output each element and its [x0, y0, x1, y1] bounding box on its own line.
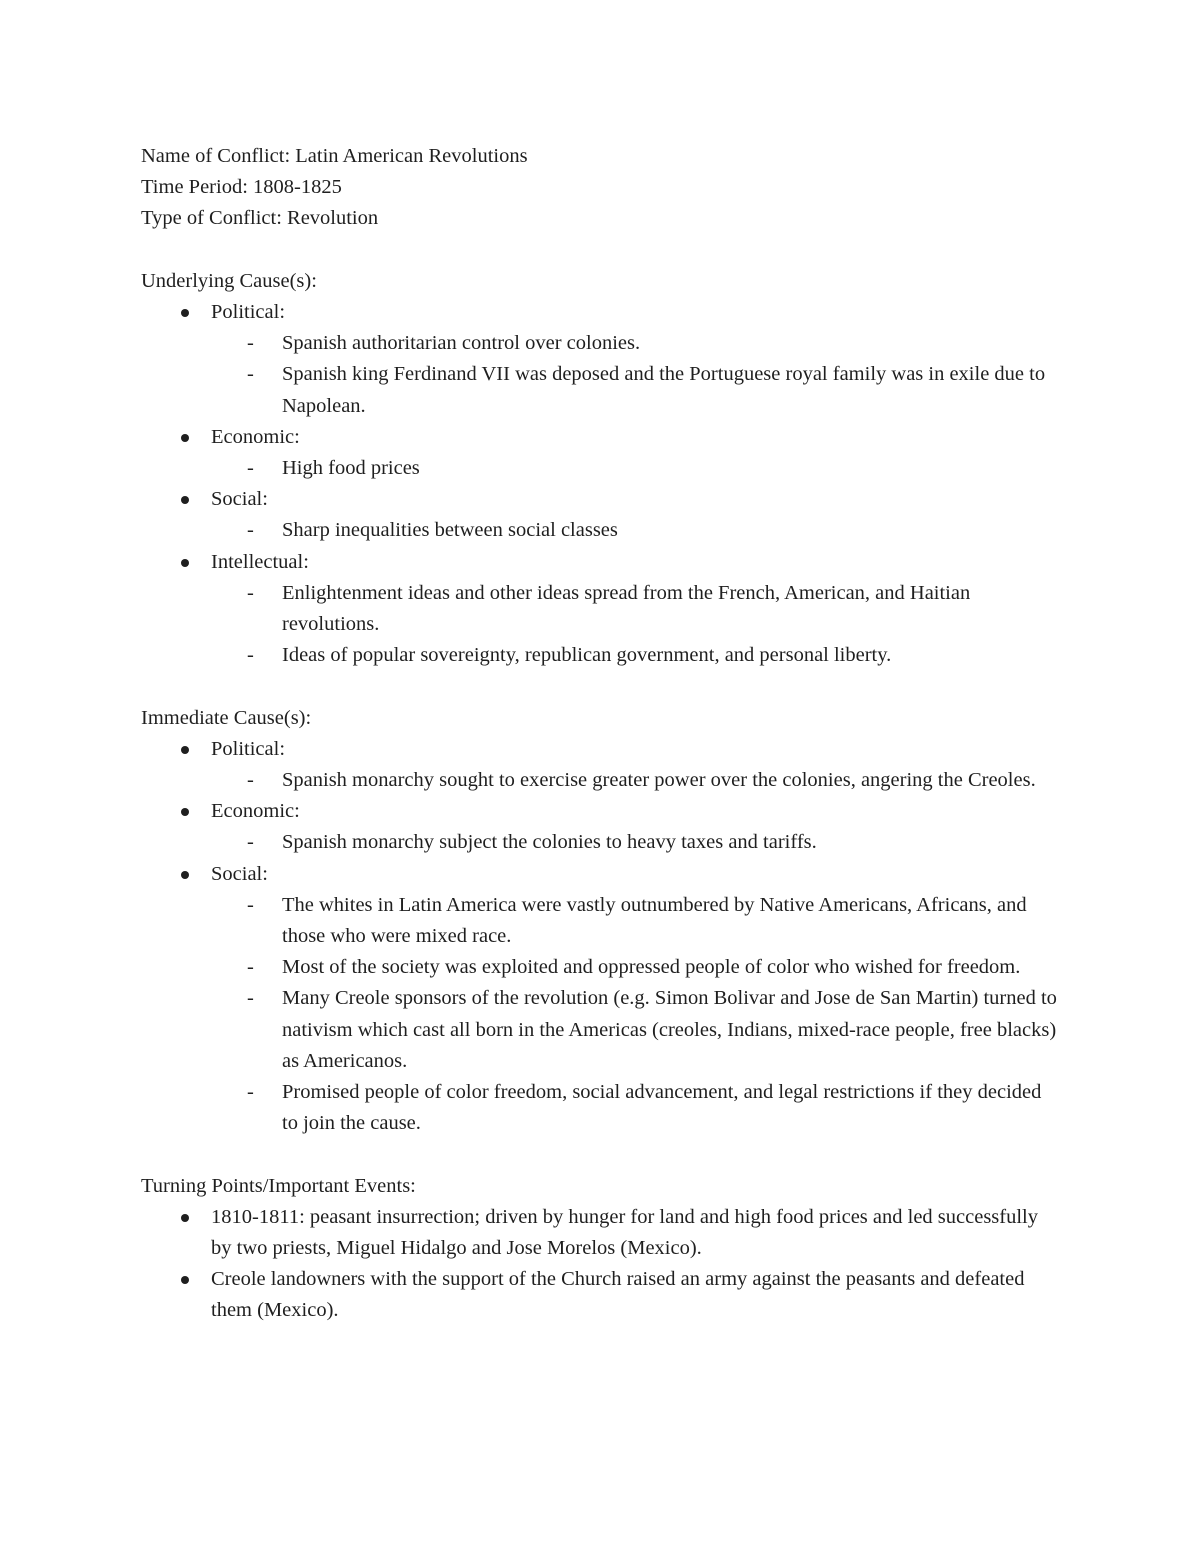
- dash-icon: -: [247, 1081, 254, 1104]
- dash-icon: -: [247, 769, 254, 792]
- category-label: Intellectual:: [211, 550, 309, 573]
- list-item-text: Promised people of color freedom, social advancement, and legal restrictions if they decided to join the cause.: [282, 1081, 1042, 1135]
- list-item-text: Most of the society was exploited and oppressed people of color who wished for freedom.: [282, 956, 1021, 979]
- detail-list: [211, 890, 1061, 1140]
- list-item-text: Sharp inequalities between social classes: [282, 519, 618, 542]
- section-heading: Underlying Cause(s):: [141, 269, 317, 292]
- list-item: [211, 359, 1061, 421]
- event-text: Creole landowners with the support of the Church raised an army against the peasants and defeated them (Mexico).: [211, 1268, 1025, 1322]
- bullet-icon: [181, 746, 189, 754]
- list-item: [211, 328, 1061, 359]
- detail-list: [211, 328, 1061, 422]
- spacer: [141, 235, 1061, 266]
- category-label: Political:: [211, 301, 286, 323]
- bullet-icon: [181, 559, 189, 567]
- category-label: Social:: [211, 862, 268, 885]
- detail-list: [211, 453, 1061, 484]
- category-intellectual: [141, 547, 1061, 672]
- detail-list: [211, 765, 1061, 796]
- bullet-icon: [181, 1214, 189, 1222]
- section-heading: Immediate Cause(s):: [141, 706, 312, 729]
- bullet-icon: [181, 434, 189, 442]
- turning-points-section: [141, 1171, 1061, 1327]
- list-item: [211, 890, 1061, 952]
- immediate-causes-section: [141, 703, 1061, 1140]
- detail-list: [211, 578, 1061, 672]
- bullet-icon: [181, 496, 189, 504]
- category-list: [141, 734, 1061, 1140]
- event-text: 1810-1811: peasant insurrection; driven by hunger for land and high food prices and led successfully by two priests, Miguel Hidalgo and Jose Morelos (Mexico).: [211, 1205, 1038, 1260]
- list-item-text: Spanish monarchy subject the colonies to heavy taxes and tariffs.: [282, 831, 817, 854]
- dash-icon: -: [247, 644, 254, 667]
- list-item: [211, 952, 1061, 983]
- event-item: [141, 1202, 1061, 1264]
- detail-list: [211, 515, 1061, 546]
- spacer: [141, 1139, 1061, 1170]
- event-list: [141, 1202, 1061, 1327]
- bullet-icon: [181, 808, 189, 816]
- dash-icon: -: [247, 956, 254, 979]
- underlying-causes-section: [141, 266, 1061, 672]
- list-item: [211, 515, 1061, 546]
- category-economic: [141, 796, 1061, 858]
- document-page: [141, 141, 1061, 1327]
- dash-icon: -: [247, 457, 254, 480]
- category-economic: [141, 422, 1061, 484]
- bullet-icon: [181, 309, 189, 317]
- category-label: Social:: [211, 488, 268, 511]
- bullet-icon: [181, 871, 189, 879]
- category-political: [141, 734, 1061, 796]
- category-label: Political:: [211, 737, 286, 760]
- dash-icon: -: [247, 581, 254, 604]
- category-social: [141, 859, 1061, 1140]
- list-item: [211, 640, 1061, 671]
- conflict-type: Type of Conflict: Revolution: [141, 207, 379, 230]
- category-social: [141, 484, 1061, 546]
- category-political: [141, 297, 1061, 422]
- list-item-text: Many Creole sponsors of the revolution (e.g. Simon Bolivar and Jose de San Martin) turned to nativism which cast all born in the Americas (creoles, Indians, mixed-race people, free blacks) as Americanos.: [282, 987, 1057, 1072]
- time-period: Time Period: 1808-1825: [141, 176, 342, 199]
- bullet-icon: [181, 1276, 189, 1284]
- dash-icon: -: [247, 519, 254, 542]
- list-item-text: Ideas of popular sovereignty, republican government, and personal liberty.: [282, 644, 892, 667]
- category-list: [141, 297, 1061, 671]
- section-heading: Turning Points/Important Events:: [141, 1174, 416, 1197]
- list-item-text: High food prices: [282, 457, 420, 480]
- dash-icon: -: [247, 332, 254, 355]
- list-item-text: Spanish king Ferdinand VII was deposed and the Portuguese royal family was in exile due to Napolean.: [282, 363, 1046, 417]
- category-label: Economic:: [211, 800, 300, 823]
- detail-list: [211, 827, 1061, 858]
- list-item-text: Spanish monarchy sought to exercise greater power over the colonies, angering the Creoles.: [282, 769, 1036, 792]
- dash-icon: -: [247, 363, 254, 386]
- dash-icon: -: [247, 893, 254, 916]
- list-item: [211, 765, 1061, 796]
- list-item: [211, 578, 1061, 640]
- list-item-text: The whites in Latin America were vastly outnumbered by Native Americans, Africans, and those who were mixed race.: [282, 893, 1027, 948]
- list-item: [211, 983, 1061, 1077]
- dash-icon: -: [247, 987, 254, 1010]
- list-item-text: Spanish authoritarian control over colonies.: [282, 332, 641, 355]
- event-item: [141, 1264, 1061, 1326]
- list-item: [211, 1077, 1061, 1139]
- list-item-text: Enlightenment ideas and other ideas spread from the French, American, and Haitian revolutions.: [282, 581, 971, 636]
- dash-icon: -: [247, 831, 254, 854]
- list-item: [211, 827, 1061, 858]
- list-item: [211, 453, 1061, 484]
- conflict-name: Name of Conflict: Latin American Revolutions: [141, 145, 528, 167]
- category-label: Economic:: [211, 425, 300, 448]
- spacer: [141, 671, 1061, 702]
